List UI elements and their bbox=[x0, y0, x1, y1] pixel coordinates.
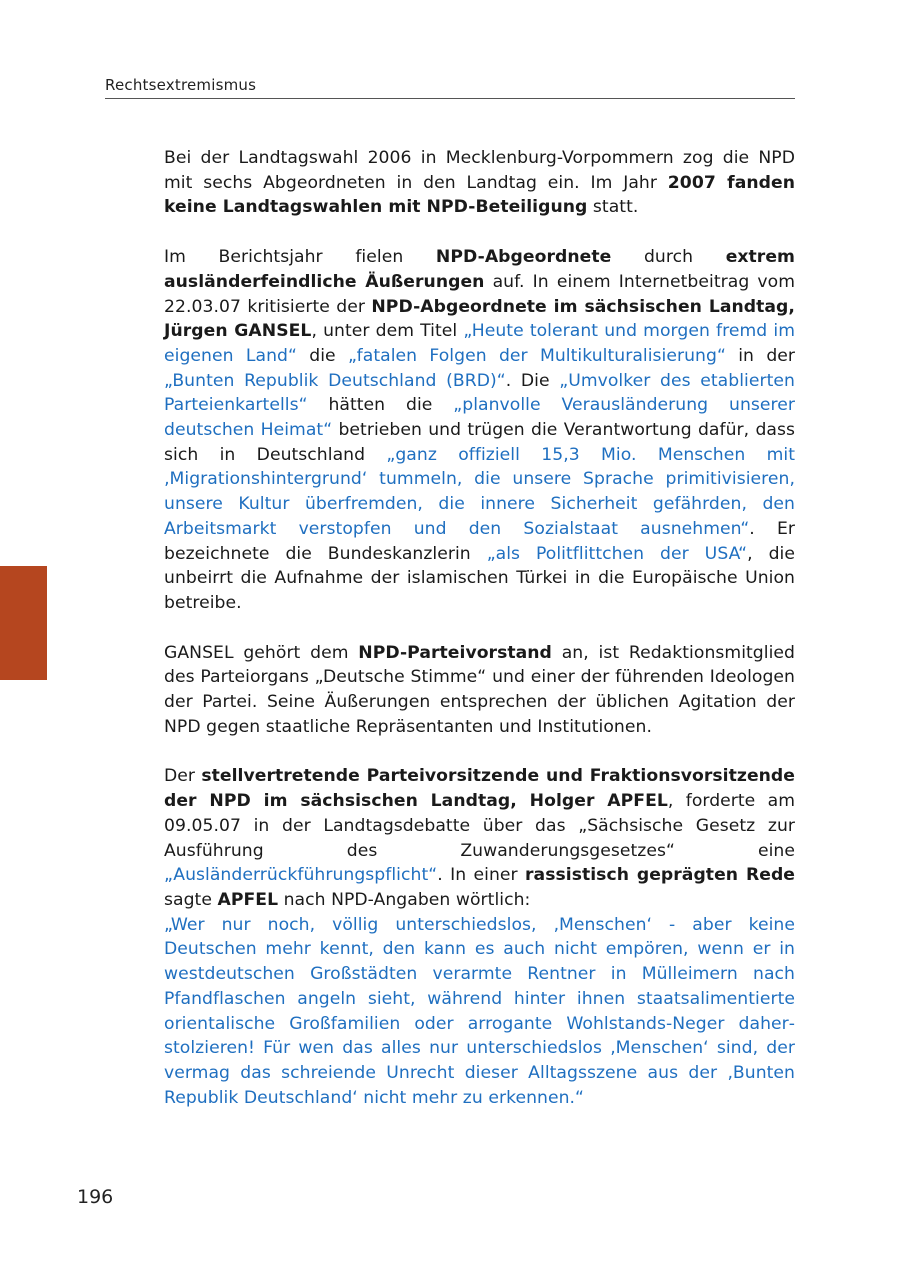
paragraph-2 bbox=[164, 245, 795, 616]
text-run: an, ist Redaktionsmitglied des Parteiorgans „Deutsche Stimme“ und einer der führenden Ideologen der Partei. Seine Äußerungen entsprechen der üblichen Agitation der NPD gegen staatliche Repräsentanten und Institutionen. bbox=[164, 642, 795, 737]
text-run: , die unbeirrt die Aufnahme der islamischen Türkei in die Europäische Union betreibe. bbox=[164, 543, 796, 613]
quoted-text: „ganz offiziell 15,3 Mio. Menschen mit ‚Migrationshintergrund‘ tummeln, die unsere Sprache primitivisieren, unsere Kultur überfremden, die innere Sicherheit gefährden, den Arbeitsmarkt verstopfen und den Sozialstaat ausnehmen“ bbox=[164, 444, 796, 539]
text-run: betrieben und trügen die Verantwortung dafür, dass sich in Deutschland bbox=[164, 420, 795, 465]
page-number: 196 bbox=[77, 1186, 114, 1208]
bold-text: stellvertretende Parteivorsitzende und Fraktionsvorsitzende der NPD im sächsischen Landtag, Holger APFEL bbox=[164, 766, 795, 812]
bold-text: NPD-Abgeordnete bbox=[435, 247, 612, 268]
header-rule bbox=[105, 98, 795, 99]
quoted-text: „Ausländerrückführungspflicht“ bbox=[164, 865, 438, 886]
text-run: Im Berichtsjahr fielen bbox=[164, 247, 436, 268]
body-text bbox=[164, 146, 795, 1135]
running-header-title: Rechtsextremismus bbox=[105, 76, 257, 94]
quoted-text: „planvolle Verausländerung unserer deutschen Heimat“ bbox=[164, 395, 795, 441]
quoted-text: „fatalen Folgen der Multikulturalisierung“ bbox=[347, 345, 726, 366]
quoted-text: „als Politflittchen der USA“ bbox=[486, 543, 748, 564]
text-run: auf. In einem Internetbeitrag vom 22.03.07 kritisierte der bbox=[164, 271, 795, 317]
paragraph-4 bbox=[164, 764, 795, 912]
text-run: hätten die bbox=[307, 395, 454, 416]
quoted-text: „Bunten Republik Deutschland (BRD)“ bbox=[164, 370, 506, 391]
bold-text: APFEL bbox=[217, 889, 279, 910]
text-run: . Die bbox=[505, 370, 560, 391]
bold-text: rassistisch geprägten Rede bbox=[525, 865, 796, 886]
bold-text: 2007 fanden keine Landtagswahlen mit NPD-Beteiligung bbox=[164, 172, 795, 218]
text-run: sagte bbox=[164, 889, 218, 910]
bold-text: extrem ausländerfeindliche Äußerungen bbox=[164, 247, 795, 292]
quoted-text: „Heute tolerant und morgen fremd im eigenen Land“ bbox=[164, 321, 795, 366]
paragraph-5 bbox=[164, 913, 795, 1111]
paragraph-1 bbox=[164, 146, 795, 220]
bold-text: NPD-Parteivorstand bbox=[358, 642, 552, 663]
text-run: . Er bezeichnete die Bundeskanzlerin bbox=[164, 518, 795, 564]
quoted-text: „Umvolker des etablierten Parteienkartells“ bbox=[164, 370, 795, 416]
paragraph-3 bbox=[164, 641, 795, 740]
text-run: nach NPD-Angaben wörtlich: bbox=[278, 889, 531, 910]
text-run: . In einer bbox=[437, 865, 526, 886]
text-run: durch bbox=[611, 247, 726, 268]
text-run: , forderte am 09.05.07 in der Landtagsdebatte über das „Sächsische Gesetz zur Ausführung des Zuwanderungsgesetzes“ eine bbox=[164, 791, 795, 861]
text-run: Bei der Landtagswahl 2006 in Mecklenburg-Vorpommern zog die NPD mit sechs Abgeordneten in den Landtag ein. Im Jahr bbox=[164, 148, 795, 193]
text-run: , unter dem Titel bbox=[311, 321, 464, 342]
text-run: in der bbox=[725, 345, 796, 366]
text-run: statt. bbox=[587, 197, 639, 218]
chapter-side-tab bbox=[0, 566, 47, 680]
text-run: GANSEL gehört dem bbox=[164, 642, 359, 663]
text-run: die bbox=[296, 345, 348, 366]
bold-text: NPD-Abgeordnete im sächsischen Landtag, Jürgen GANSEL bbox=[164, 296, 795, 342]
quoted-text: „Wer nur noch, völlig unterschiedslos, ‚Menschen‘ - aber keine Deutschen mehr kennt, den kann es auch nicht empören, wenn er in westdeutschen Großstädten verarmte Rentner in Mülleimern nach Pfandflaschen angeln sieht, während hinter ihnen staatsalimentierte orientalische Großfamilien oder arrogante Wohlstands-Neger daherstolzieren! Für wen das alles nur unterschiedslos ‚Menschen‘ sind, der vermag das schreiende Unrecht dieser Alltagsszene aus der ‚Bunten Republik Deutschland‘ nicht mehr zu erkennen.“ bbox=[164, 914, 795, 1108]
text-run: Der bbox=[164, 766, 202, 787]
